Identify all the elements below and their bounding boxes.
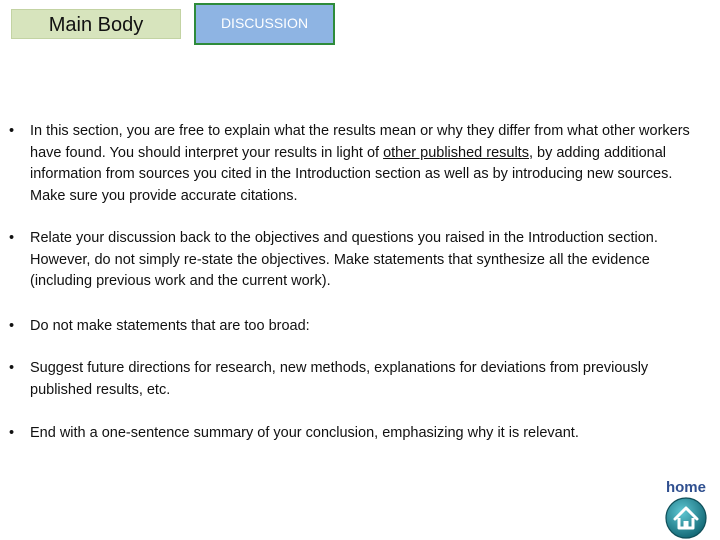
bullet-marker: • [9, 425, 15, 441]
bullet-text: Do not make statements that are too broad: [30, 318, 310, 334]
bullet-item-3 [9, 316, 709, 338]
bullet-text: Suggest future directions for research, new methods, explanations for deviations from previously published results, etc. [30, 360, 649, 398]
bullet-marker: • [9, 318, 15, 334]
bullet-text: Relate your discussion back to the objectives and questions you raised in the Introduction section. However, do not simply re-state the objectives. Make statements that synthesize all the evidence (including previous work and the current work). [30, 230, 658, 289]
bullet-text: End with a one-sentence summary of your conclusion, emphasizing why it is relevant. [30, 425, 579, 441]
discussion-tab[interactable]: DISCUSSION [194, 3, 335, 45]
home-link[interactable]: home [665, 479, 706, 496]
home-button[interactable] [665, 497, 707, 539]
bullet-marker: • [9, 230, 15, 246]
bullet-marker: • [9, 123, 15, 139]
bullet-item-2 [9, 228, 709, 293]
bullet-text: In this section, you are free to explain what the results mean or why they differ from what other workers have found. You should interpret your results in light of other published results, by adding additional information from sources you cited in the Introduction section as well as by introducing new sources. Make sure you provide accurate citations. [30, 123, 690, 204]
other-published-results-link[interactable]: other published results [383, 144, 529, 161]
bullet-marker: • [9, 360, 15, 376]
main-body-tab[interactable]: Main Body [11, 9, 181, 39]
bullet-item-1 [9, 121, 709, 207]
bullet-item-5 [9, 423, 709, 445]
bullet-item-4 [9, 358, 709, 401]
